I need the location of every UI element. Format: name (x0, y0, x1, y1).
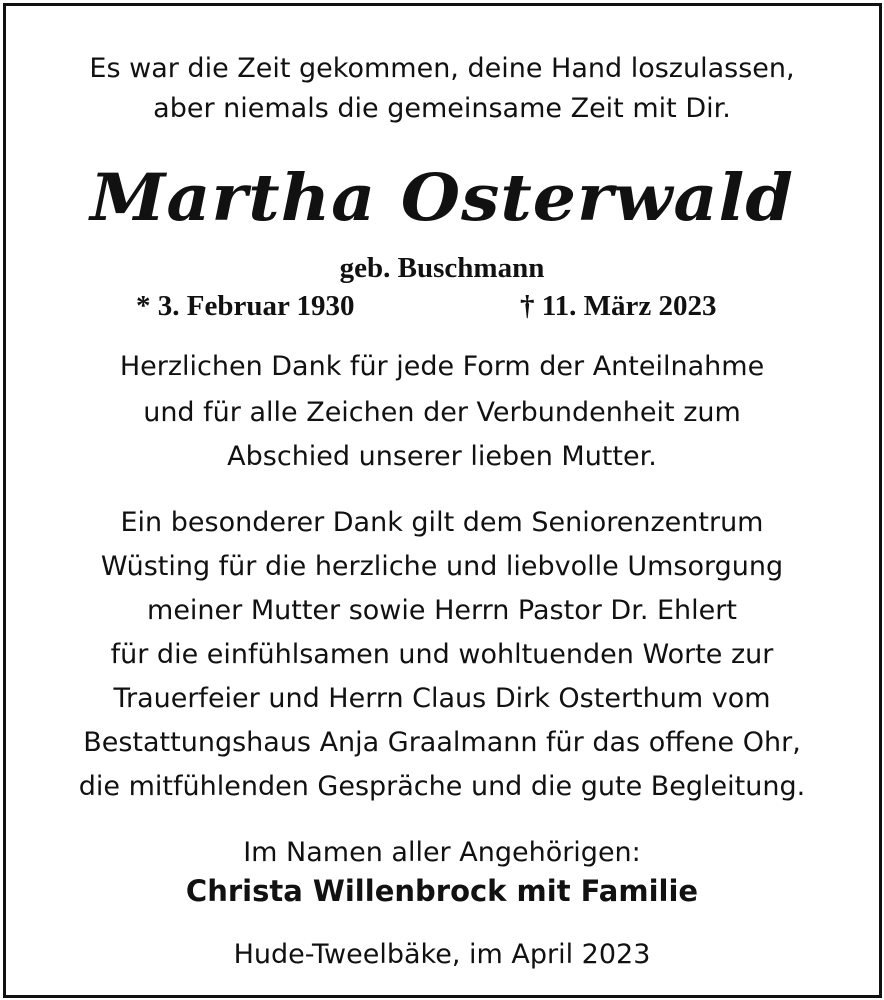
special-thanks-line: Wüsting für die herzliche und liebvolle Umsorgung (100, 551, 784, 582)
special-thanks-line: meiner Mutter sowie Herrn Pastor Dr. Ehlert (147, 595, 737, 626)
special-thanks-line: Ein besonderer Dank gilt dem Seniorenzentrum (120, 507, 764, 538)
thanks-line: Herzlichen Dank für jede Form der Anteilnahme (119, 351, 765, 382)
death-date: † 11. März 2023 (520, 290, 717, 322)
motto-line-1: Es war die Zeit gekommen, deine Hand loszulassen, (89, 53, 795, 84)
special-thanks-line: Bestattungshaus Anja Graalmann für das offene Ohr, (83, 727, 801, 758)
place-date: Hude-Tweelbäke, im April 2023 (233, 939, 651, 970)
thanks-line: und für alle Zeichen der Verbundenheit zum (143, 397, 741, 428)
deceased-name: Martha Osterwald (90, 160, 794, 236)
special-thanks-line: Trauerfeier und Herrn Claus Dirk Osterthum vom (113, 683, 771, 714)
thanks-line: Abschied unserer lieben Mutter. (227, 441, 657, 472)
birth-name: geb. Buschmann (339, 252, 545, 284)
signature-intro: Im Namen aller Angehörigen: (243, 837, 641, 868)
birth-date: * 3. Februar 1930 (136, 290, 355, 322)
motto-line-2: aber niemals die gemeinsame Zeit mit Dir. (153, 93, 731, 124)
special-thanks-line: für die einfühlsamen und wohltuenden Worte zur (110, 639, 774, 670)
special-thanks-line: die mitfühlenden Gespräche und die gute Begleitung. (78, 771, 806, 802)
signature-name: Christa Willenbrock mit Familie (185, 874, 699, 908)
